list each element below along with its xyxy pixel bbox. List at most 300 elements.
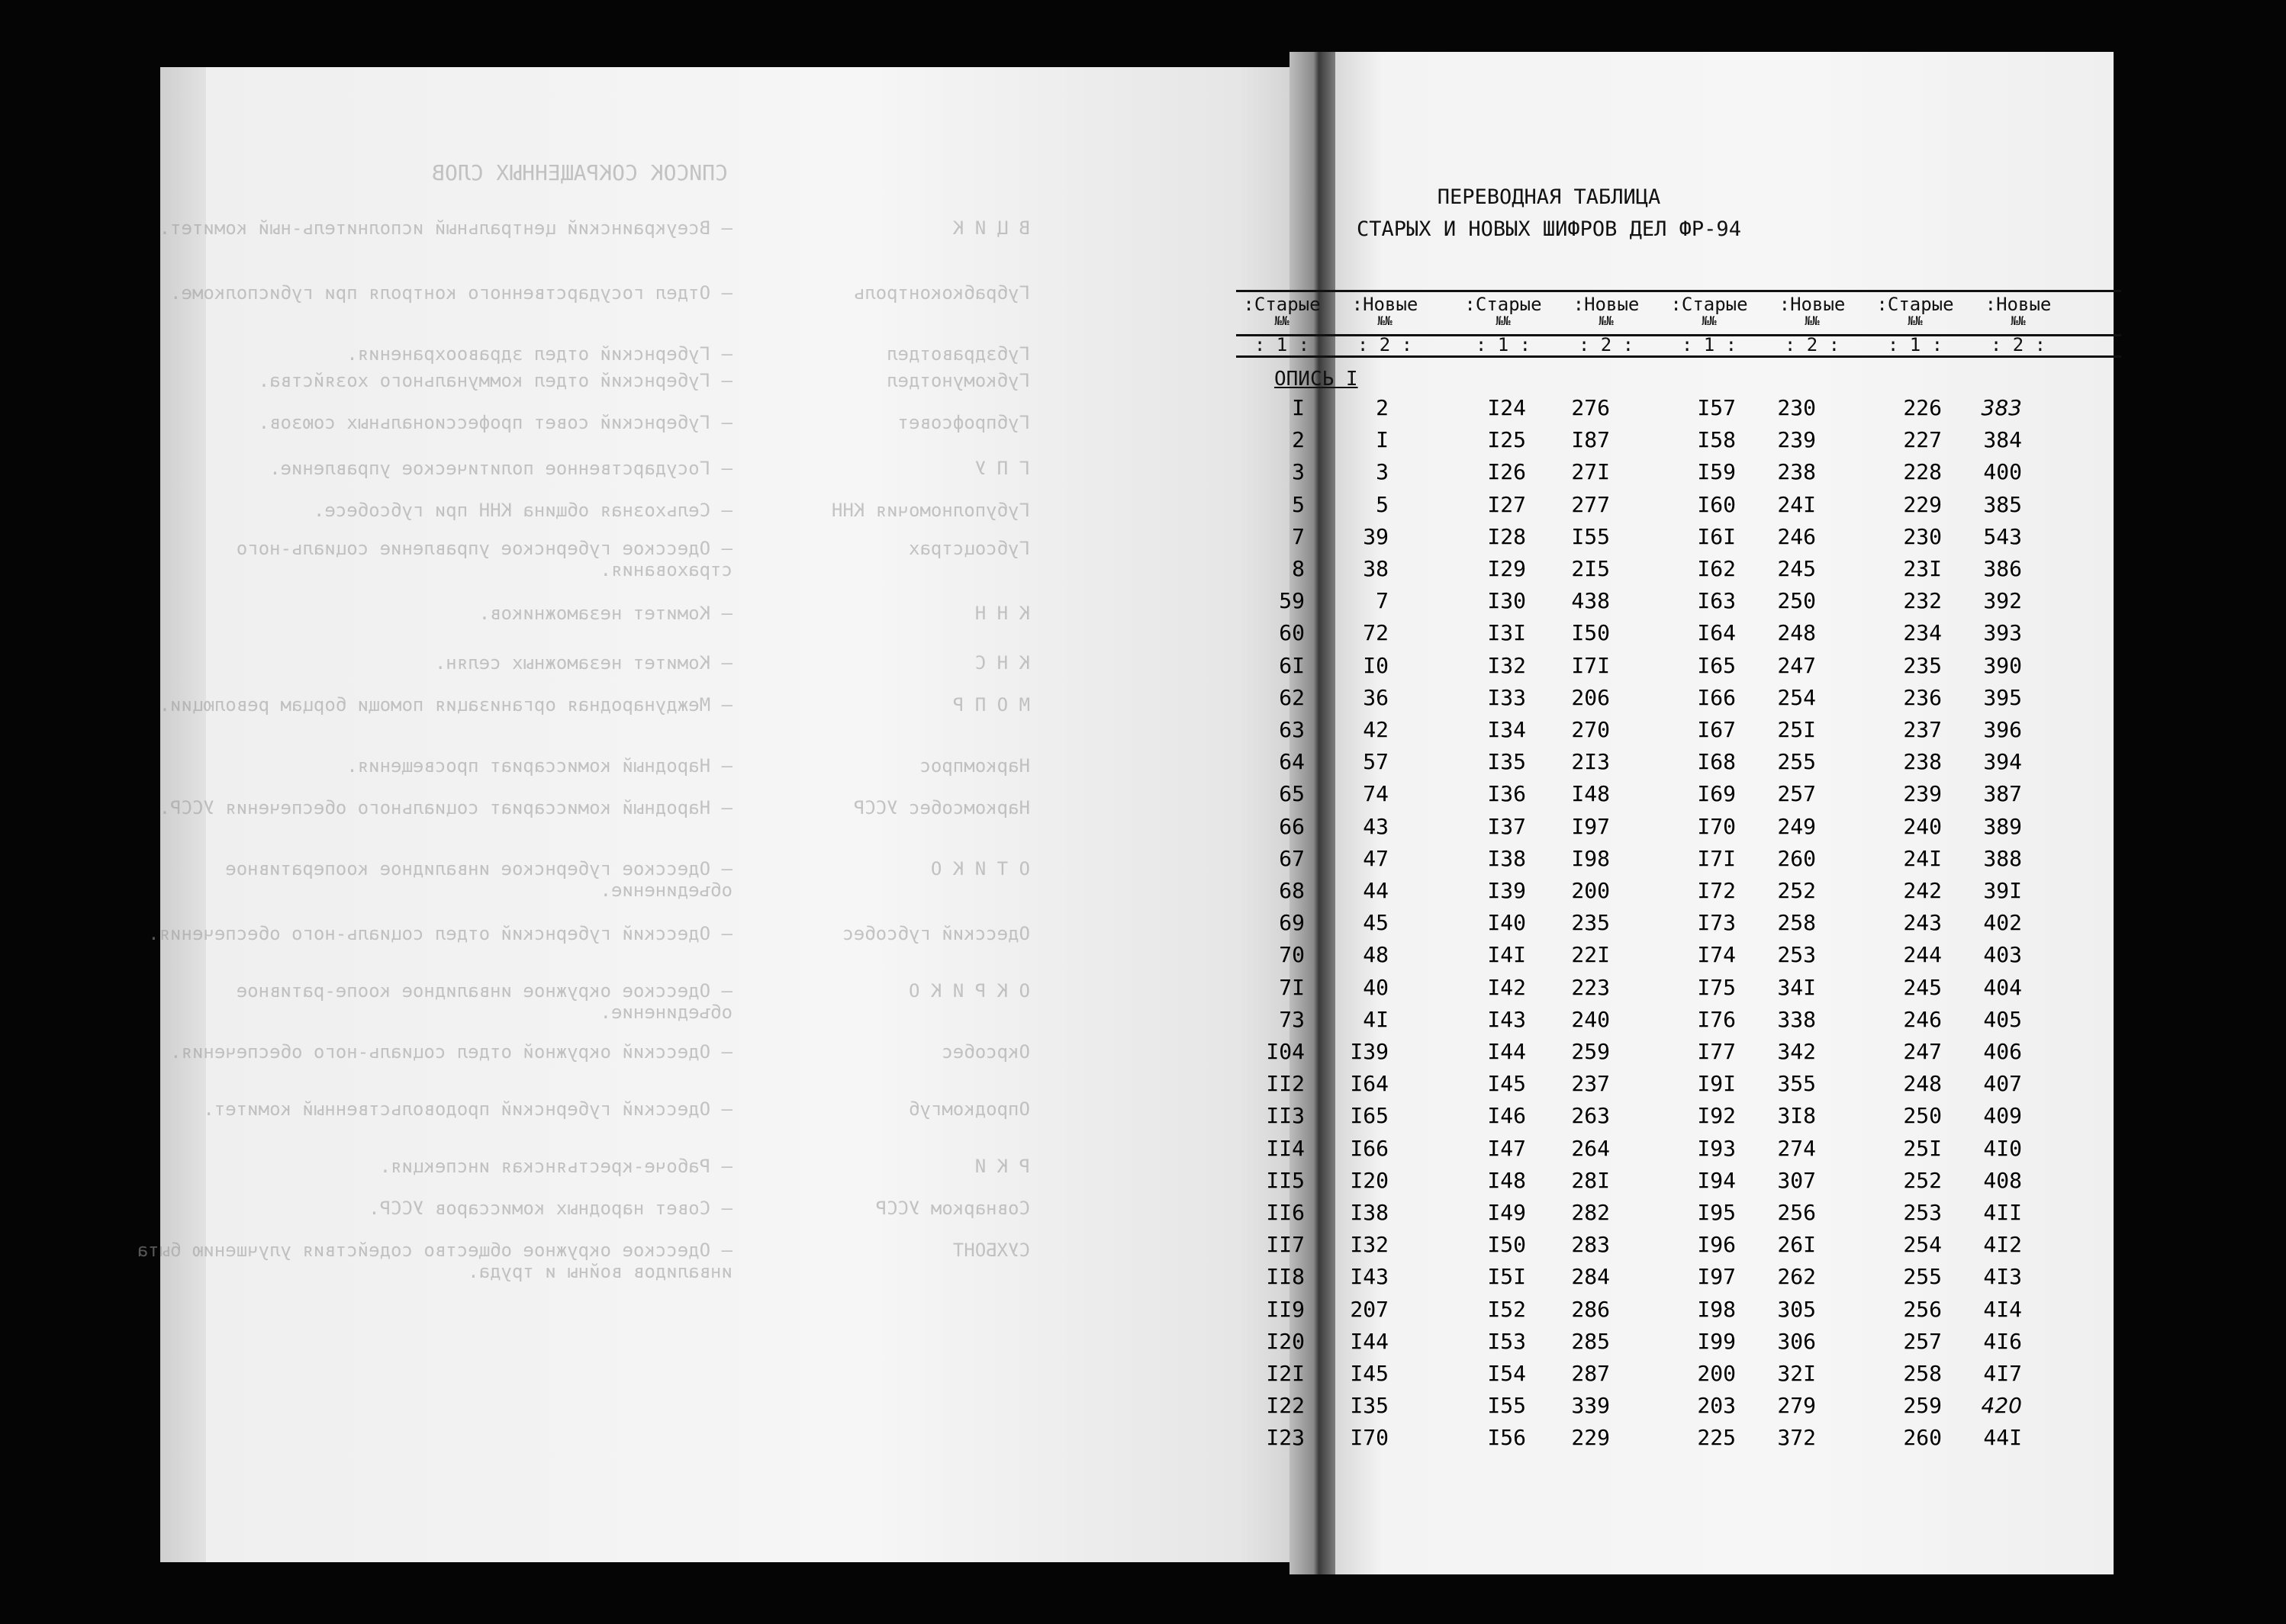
new-cipher-cell: 385 (1983, 491, 2022, 517)
inventory-label: ОПИСЬ I (1274, 368, 1358, 391)
old-cipher-cell: I72 (1697, 878, 1736, 903)
new-cipher-cell: 42 (1363, 717, 1389, 742)
new-cipher-cell: 239 (1777, 427, 1816, 453)
bleed-abbreviation: К Н Н (974, 603, 1030, 624)
new-cipher-cell: 306 (1777, 1328, 1816, 1354)
old-cipher-cell: I97 (1697, 1264, 1736, 1290)
old-cipher-cell: I55 (1487, 1393, 1526, 1419)
new-cipher-cell: 284 (1571, 1264, 1610, 1290)
old-cipher-cell: 255 (1903, 1264, 1942, 1290)
old-cipher-cell: I6I (1697, 523, 1736, 549)
new-cipher-cell: I48 (1571, 781, 1610, 807)
old-cipher-cell: 2 (1292, 427, 1305, 453)
old-cipher-cell: I52 (1487, 1296, 1526, 1322)
old-cipher-cell: I50 (1487, 1232, 1526, 1258)
old-cipher-cell: 23I (1903, 556, 1942, 581)
new-cipher-cell: 395 (1983, 684, 2022, 710)
new-cipher-cell: 390 (1983, 652, 2022, 678)
old-cipher-cell: I56 (1487, 1425, 1526, 1451)
old-cipher-cell: I30 (1487, 588, 1526, 614)
new-cipher-cell: 36 (1363, 684, 1389, 710)
new-cipher-cell: 2I3 (1571, 749, 1610, 775)
column-number-new-2: : 2 : (1578, 334, 1634, 355)
header-sub: №№ (1274, 314, 1289, 328)
old-cipher-cell: I2I (1266, 1361, 1305, 1386)
bleed-title: СПИСОК СОКРАЩЕННЫХ СЛОВ (432, 160, 728, 185)
bleed-through-text (84, 92, 1076, 1465)
bleed-abbreviation: М О П Р (952, 694, 1030, 716)
new-cipher-cell: I87 (1571, 427, 1610, 453)
new-cipher-cell: 237 (1571, 1071, 1610, 1097)
old-cipher-cell: 5 (1292, 491, 1305, 517)
new-cipher-cell: 384 (1983, 427, 2022, 453)
old-cipher-cell: 64 (1279, 749, 1305, 775)
new-cipher-cell: 38 (1363, 556, 1389, 581)
old-cipher-cell: 67 (1279, 845, 1305, 871)
new-cipher-cell: 4I0 (1983, 1135, 2022, 1161)
old-cipher-cell: I64 (1697, 620, 1736, 646)
bleed-abbreviation: Губсоцстрах (909, 538, 1030, 559)
new-cipher-cell: I98 (1571, 845, 1610, 871)
old-cipher-cell: I20 (1266, 1328, 1305, 1354)
header-label: :Старые (1670, 294, 1748, 315)
old-cipher-cell: 62 (1279, 684, 1305, 710)
new-cipher-cell: 74 (1363, 781, 1389, 807)
old-cipher-cell: 70 (1279, 942, 1305, 968)
column-number-new-4: : 2 : (1990, 334, 2046, 355)
old-cipher-cell: I96 (1697, 1232, 1736, 1258)
new-cipher-cell: 405 (1983, 1006, 2022, 1032)
new-cipher-cell: 253 (1777, 942, 1816, 968)
new-cipher-cell: 270 (1571, 717, 1610, 742)
old-cipher-cell: II5 (1266, 1167, 1305, 1193)
old-cipher-cell: I53 (1487, 1328, 1526, 1354)
column-number-old-1: : 1 : (1254, 334, 1310, 355)
new-cipher-cell: 44 (1363, 878, 1389, 903)
old-cipher-cell: 3 (1292, 459, 1305, 485)
bleed-description: – Губернский отдел коммунального хозяйства. (258, 370, 732, 391)
old-cipher-cell: I4I (1487, 942, 1526, 968)
old-cipher-cell: I34 (1487, 717, 1526, 742)
bleed-description: – Губернский совет профессиональных союзов. (258, 412, 732, 433)
old-cipher-cell: 203 (1697, 1393, 1736, 1419)
old-cipher-cell: 253 (1903, 1200, 1942, 1225)
old-cipher-cell: I04 (1266, 1039, 1305, 1064)
header-sub: №№ (1908, 314, 1923, 328)
bleed-abbreviation: СУХБОНТ (952, 1240, 1030, 1261)
new-cipher-cell: 283 (1571, 1232, 1610, 1258)
new-cipher-cell: 44I (1983, 1425, 2022, 1451)
new-cipher-cell: 238 (1777, 459, 1816, 485)
new-cipher-cell: 48 (1363, 942, 1389, 968)
new-cipher-cell: 255 (1777, 749, 1816, 775)
new-cipher-cell: 4I3 (1983, 1264, 2022, 1290)
old-cipher-cell: I43 (1487, 1006, 1526, 1032)
old-cipher-cell: 258 (1903, 1361, 1942, 1386)
column-number-old-3: : 1 : (1681, 334, 1737, 355)
old-cipher-cell: I75 (1697, 974, 1736, 1000)
new-cipher-cell: 22I (1571, 942, 1610, 968)
header-label: :Новые (1985, 294, 2052, 315)
new-cipher-cell: 263 (1571, 1103, 1610, 1129)
new-cipher-cell: 264 (1571, 1135, 1610, 1161)
column-number-old-2: : 1 : (1475, 334, 1531, 355)
bleed-description: – Сельхозная община КНН при губсобесе. (313, 500, 732, 521)
bleed-abbreviation: О Т И К О (930, 858, 1030, 880)
new-cipher-cell: 240 (1571, 1006, 1610, 1032)
new-cipher-cell: 420 (1981, 1393, 2022, 1419)
bleed-abbreviation: Опродкомгуб (909, 1098, 1030, 1120)
bleed-description: – Народный комиссариат просвещения. (346, 755, 732, 777)
old-cipher-cell: I3I (1487, 620, 1526, 646)
bleed-description: – Одесский окружной отдел социаль-ного обеспечения. (170, 1041, 732, 1063)
new-cipher-cell: 4I4 (1983, 1296, 2022, 1322)
bleed-abbreviation: Наркомсобес УССР (853, 797, 1030, 818)
header-sub: №№ (2011, 314, 2026, 328)
new-cipher-cell: 57 (1363, 749, 1389, 775)
old-cipher-cell: I23 (1266, 1425, 1305, 1451)
old-cipher-cell: I26 (1487, 459, 1526, 485)
old-cipher-cell: 259 (1903, 1393, 1942, 1419)
old-cipher-cell: I7I (1697, 845, 1736, 871)
old-cipher-cell: I68 (1697, 749, 1736, 775)
new-cipher-cell: I44 (1350, 1328, 1389, 1354)
new-cipher-cell: 247 (1777, 652, 1816, 678)
new-cipher-cell: 285 (1571, 1328, 1610, 1354)
old-cipher-cell: 256 (1903, 1296, 1942, 1322)
bleed-description: – Народный комиссариат социального обеспечения УССР. (159, 797, 732, 818)
new-cipher-cell: 274 (1777, 1135, 1816, 1161)
new-cipher-cell: 402 (1983, 910, 2022, 936)
new-cipher-cell: 407 (1983, 1071, 2022, 1097)
old-cipher-cell: II7 (1266, 1232, 1305, 1258)
new-cipher-cell: 25I (1777, 717, 1816, 742)
old-cipher-cell: 66 (1279, 813, 1305, 839)
old-cipher-cell: 7I (1279, 974, 1305, 1000)
old-cipher-cell: 234 (1903, 620, 1942, 646)
new-cipher-cell: 257 (1777, 781, 1816, 807)
header-old-2 (1457, 296, 1549, 330)
new-cipher-cell: I45 (1350, 1361, 1389, 1386)
old-cipher-cell: 69 (1279, 910, 1305, 936)
new-cipher-cell: 339 (1571, 1393, 1610, 1419)
new-cipher-cell: 387 (1983, 781, 2022, 807)
old-cipher-cell: I (1292, 395, 1305, 420)
new-cipher-cell: 403 (1983, 942, 2022, 968)
bleed-abbreviation: Губздравотдел (887, 343, 1030, 365)
bleed-description: – Отдел государственного контроля при губисполкоме. (170, 282, 732, 304)
old-cipher-cell: I67 (1697, 717, 1736, 742)
old-cipher-cell: 239 (1903, 781, 1942, 807)
new-cipher-cell: 393 (1983, 620, 2022, 646)
new-cipher-cell: 305 (1777, 1296, 1816, 1322)
old-cipher-cell: 6I (1279, 652, 1305, 678)
old-cipher-cell: 7 (1292, 523, 1305, 549)
header-label: :Новые (1573, 294, 1640, 315)
new-cipher-cell: 4I2 (1983, 1232, 2022, 1258)
old-cipher-cell: I63 (1697, 588, 1736, 614)
old-cipher-cell: 235 (1903, 652, 1942, 678)
new-cipher-cell: 256 (1777, 1200, 1816, 1225)
old-cipher-cell: I29 (1487, 556, 1526, 581)
old-cipher-cell: 248 (1903, 1071, 1942, 1097)
bleed-abbreviation: Губуполномочия КНН (831, 500, 1030, 521)
new-cipher-cell: 254 (1777, 684, 1816, 710)
old-cipher-cell: 257 (1903, 1328, 1942, 1354)
bleed-description: – Одесское окружное общество содействия улучшению быта инвалидов войны и труда. (137, 1240, 732, 1282)
header-new-3 (1766, 296, 1858, 330)
new-cipher-cell: 307 (1777, 1167, 1816, 1193)
old-cipher-cell: I44 (1487, 1039, 1526, 1064)
new-cipher-cell: I70 (1350, 1425, 1389, 1451)
header-new-2 (1560, 296, 1652, 330)
old-cipher-cell: 246 (1903, 1006, 1942, 1032)
bleed-description: – Одесский губернский отдел социаль-ного обеспечения. (148, 923, 732, 944)
new-cipher-cell: I39 (1350, 1039, 1389, 1064)
old-cipher-cell: I58 (1697, 427, 1736, 453)
new-cipher-cell: I0 (1363, 652, 1389, 678)
old-cipher-cell: I59 (1697, 459, 1736, 485)
new-cipher-cell: 282 (1571, 1200, 1610, 1225)
new-cipher-cell: 355 (1777, 1071, 1816, 1097)
new-cipher-cell: 43 (1363, 813, 1389, 839)
table-header-row (1236, 296, 2121, 334)
new-cipher-cell: I43 (1350, 1264, 1389, 1290)
old-cipher-cell: I9I (1697, 1071, 1736, 1097)
bleed-abbreviation: О К Р И К О (909, 980, 1030, 1002)
new-cipher-cell: 250 (1777, 588, 1816, 614)
old-cipher-cell: 228 (1903, 459, 1942, 485)
new-cipher-cell: 47 (1363, 845, 1389, 871)
table-top-rule (1236, 290, 2121, 292)
new-cipher-cell: 248 (1777, 620, 1816, 646)
old-cipher-cell: I57 (1697, 395, 1736, 420)
bleed-description: – Рабоче-крестьянская инспекция. (379, 1156, 732, 1177)
new-cipher-cell: I32 (1350, 1232, 1389, 1258)
bleed-abbreviation: Одесский губсобес (842, 923, 1030, 944)
new-cipher-cell: 32I (1777, 1361, 1816, 1386)
old-cipher-cell: 232 (1903, 588, 1942, 614)
old-cipher-cell: 242 (1903, 878, 1942, 903)
bleed-abbreviation: Губпрофсовет (897, 412, 1030, 433)
old-cipher-cell: I27 (1487, 491, 1526, 517)
new-cipher-cell: 342 (1777, 1039, 1816, 1064)
new-cipher-cell: 277 (1571, 491, 1610, 517)
old-cipher-cell: 24I (1903, 845, 1942, 871)
old-cipher-cell: 230 (1903, 523, 1942, 549)
new-cipher-cell: 39I (1983, 878, 2022, 903)
old-cipher-cell: 59 (1279, 588, 1305, 614)
old-cipher-cell: I77 (1697, 1039, 1736, 1064)
new-cipher-cell: I38 (1350, 1200, 1389, 1225)
old-cipher-cell: I25 (1487, 427, 1526, 453)
new-cipher-cell: 392 (1983, 588, 2022, 614)
column-number-new-3: : 2 : (1784, 334, 1840, 355)
new-cipher-cell: 34I (1777, 974, 1816, 1000)
new-cipher-cell: 372 (1777, 1425, 1816, 1451)
old-cipher-cell: I22 (1266, 1393, 1305, 1419)
header-label: :Новые (1351, 294, 1418, 315)
old-cipher-cell: II8 (1266, 1264, 1305, 1290)
column-number-new-1: : 2 : (1357, 334, 1413, 355)
new-cipher-cell: 543 (1983, 523, 2022, 549)
new-cipher-cell: 5 (1376, 491, 1389, 517)
new-cipher-cell: 262 (1777, 1264, 1816, 1290)
bleed-description: – Одесское окружное инвалидное коопе-ративное объединение. (236, 980, 732, 1023)
old-cipher-cell: 226 (1903, 395, 1942, 420)
old-cipher-cell: 244 (1903, 942, 1942, 968)
old-cipher-cell: I66 (1697, 684, 1736, 710)
header-sub: №№ (1702, 314, 1717, 328)
bleed-description: – Комитет незаможников. (478, 603, 732, 624)
old-cipher-cell: I28 (1487, 523, 1526, 549)
document-title-line1: ПЕРЕВОДНАЯ ТАБЛИЦА (1437, 185, 1661, 209)
old-cipher-cell: I73 (1697, 910, 1736, 936)
old-cipher-cell: I48 (1487, 1167, 1526, 1193)
header-new-1 (1339, 296, 1431, 330)
new-cipher-cell: I97 (1571, 813, 1610, 839)
new-cipher-cell: 252 (1777, 878, 1816, 903)
old-cipher-cell: 245 (1903, 974, 1942, 1000)
old-cipher-cell: 229 (1903, 491, 1942, 517)
old-cipher-cell: 238 (1903, 749, 1942, 775)
bleed-description: – Международная организация помощи борцам революции. (159, 694, 732, 716)
new-cipher-cell: 206 (1571, 684, 1610, 710)
new-cipher-cell: 45 (1363, 910, 1389, 936)
bleed-description: – Одесское губернское инвалидное кооперативное объединение. (225, 858, 732, 901)
new-cipher-cell: I55 (1571, 523, 1610, 549)
old-cipher-cell: I37 (1487, 813, 1526, 839)
bleed-description: – Одесское губернское управление социаль-ного страхования. (236, 538, 732, 580)
bleed-abbreviation: Губкомунотдел (887, 370, 1030, 391)
old-cipher-cell: 25I (1903, 1135, 1942, 1161)
new-cipher-cell: 207 (1350, 1296, 1389, 1322)
table-column-numbers (1236, 334, 2121, 355)
old-cipher-cell: 8 (1292, 556, 1305, 581)
header-new-4 (1972, 296, 2064, 330)
header-sub: №№ (1496, 314, 1511, 328)
old-cipher-cell: I92 (1697, 1103, 1736, 1129)
bleed-description: – Комитет незаможных селян. (434, 652, 732, 674)
new-cipher-cell: 438 (1571, 588, 1610, 614)
new-cipher-cell: 258 (1777, 910, 1816, 936)
new-cipher-cell: 24I (1777, 491, 1816, 517)
header-sub: №№ (1599, 314, 1614, 328)
old-cipher-cell: I98 (1697, 1296, 1736, 1322)
new-cipher-cell: 408 (1983, 1167, 2022, 1193)
new-cipher-cell: I50 (1571, 620, 1610, 646)
bleed-abbreviation: Наркомпрос (919, 755, 1030, 777)
header-old-1 (1236, 296, 1328, 330)
old-cipher-cell: II9 (1266, 1296, 1305, 1322)
new-cipher-cell: I20 (1350, 1167, 1389, 1193)
new-cipher-cell: I7I (1571, 652, 1610, 678)
new-cipher-cell: 338 (1777, 1006, 1816, 1032)
new-cipher-cell: I65 (1350, 1103, 1389, 1129)
bleed-abbreviation: Р К И (974, 1156, 1030, 1177)
new-cipher-cell: 287 (1571, 1361, 1610, 1386)
new-cipher-cell: 286 (1571, 1296, 1610, 1322)
header-label: :Старые (1243, 294, 1321, 315)
new-cipher-cell: 276 (1571, 395, 1610, 420)
bleed-description: – Губернский отдел здравоохранения. (346, 343, 732, 365)
old-cipher-cell: 250 (1903, 1103, 1942, 1129)
old-cipher-cell: 65 (1279, 781, 1305, 807)
old-cipher-cell: 236 (1903, 684, 1942, 710)
new-cipher-cell: 4I (1363, 1006, 1389, 1032)
old-cipher-cell: I94 (1697, 1167, 1736, 1193)
new-cipher-cell: 26I (1777, 1232, 1816, 1258)
new-cipher-cell: 400 (1983, 459, 2022, 485)
new-cipher-cell: 39 (1363, 523, 1389, 549)
new-cipher-cell: 259 (1571, 1039, 1610, 1064)
new-cipher-cell: 4II (1983, 1200, 2022, 1225)
new-cipher-cell: 404 (1983, 974, 2022, 1000)
old-cipher-cell: I62 (1697, 556, 1736, 581)
old-cipher-cell: I39 (1487, 878, 1526, 903)
old-cipher-cell: I95 (1697, 1200, 1736, 1225)
new-cipher-cell: 3I8 (1777, 1103, 1816, 1129)
new-cipher-cell: 245 (1777, 556, 1816, 581)
new-cipher-cell: 4I6 (1983, 1328, 2022, 1354)
new-cipher-cell: 223 (1571, 974, 1610, 1000)
old-cipher-cell: I65 (1697, 652, 1736, 678)
header-sub: №№ (1805, 314, 1820, 328)
old-cipher-cell: I5I (1487, 1264, 1526, 1290)
old-cipher-cell: 200 (1697, 1361, 1736, 1386)
column-number-old-4: : 1 : (1887, 334, 1943, 355)
document-title-line2: СТАРЫХ И НОВЫХ ШИФРОВ ДЕЛ ФР-94 (1357, 217, 1741, 241)
new-cipher-cell: 3 (1376, 459, 1389, 485)
header-old-4 (1869, 296, 1961, 330)
old-cipher-cell: II4 (1266, 1135, 1305, 1161)
old-cipher-cell: I99 (1697, 1328, 1736, 1354)
new-cipher-cell: 4I7 (1983, 1361, 2022, 1386)
new-cipher-cell: 27I (1571, 459, 1610, 485)
old-cipher-cell: 227 (1903, 427, 1942, 453)
bleed-abbreviation: Совнарком УССР (875, 1198, 1030, 1219)
old-cipher-cell: 237 (1903, 717, 1942, 742)
old-cipher-cell: 243 (1903, 910, 1942, 936)
bleed-description: – Совет народных комиссаров УССР. (369, 1198, 732, 1219)
bleed-description: – Всеукраинский центральный исполнитель-ный комитет. (159, 217, 732, 239)
old-cipher-cell: 260 (1903, 1425, 1942, 1451)
old-cipher-cell: I45 (1487, 1071, 1526, 1097)
old-cipher-cell: 247 (1903, 1039, 1942, 1064)
bleed-description: – Одесский губернский продовольственный комитет. (203, 1098, 732, 1120)
bleed-abbreviation: Окрсобес (942, 1041, 1030, 1063)
old-cipher-cell: I36 (1487, 781, 1526, 807)
old-cipher-cell: I32 (1487, 652, 1526, 678)
table-number-rule (1236, 355, 2121, 358)
new-cipher-cell: 388 (1983, 845, 2022, 871)
new-cipher-cell: 229 (1571, 1425, 1610, 1451)
old-cipher-cell: 63 (1279, 717, 1305, 742)
old-cipher-cell: 73 (1279, 1006, 1305, 1032)
new-cipher-cell: 28I (1571, 1167, 1610, 1193)
old-cipher-cell: I93 (1697, 1135, 1736, 1161)
new-cipher-cell: 396 (1983, 717, 2022, 742)
new-cipher-cell: I64 (1350, 1071, 1389, 1097)
header-label: :Новые (1779, 294, 1846, 315)
old-cipher-cell: I54 (1487, 1361, 1526, 1386)
old-cipher-cell: I76 (1697, 1006, 1736, 1032)
bleed-abbreviation: Г П У (974, 458, 1030, 479)
new-cipher-cell: 2I5 (1571, 556, 1610, 581)
old-cipher-cell: 240 (1903, 813, 1942, 839)
old-cipher-cell: I35 (1487, 749, 1526, 775)
old-cipher-cell: II3 (1266, 1103, 1305, 1129)
